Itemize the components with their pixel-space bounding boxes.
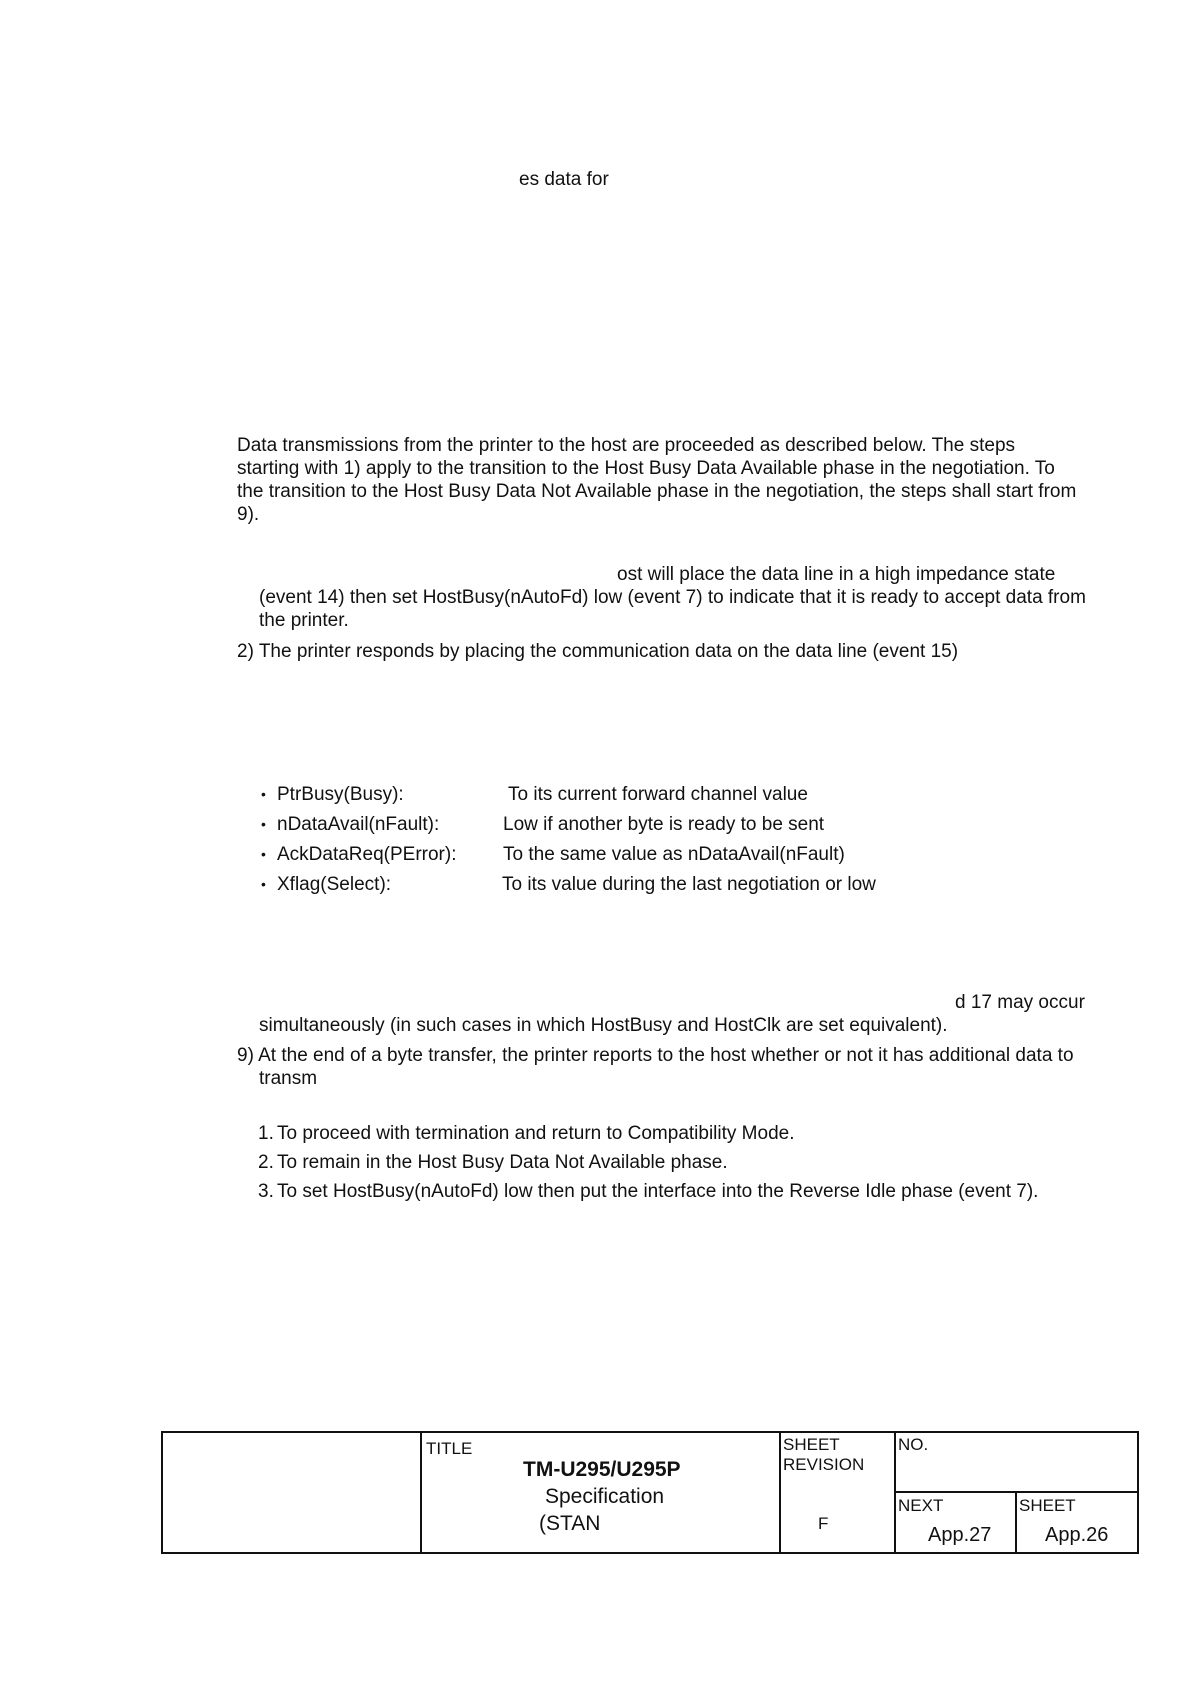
intro-line-3: the transition to the Host Busy Data Not Available phase in the negotiation, the steps shall start from bbox=[237, 481, 1077, 502]
intro-line-4: 9). bbox=[237, 504, 260, 525]
bullet-icon: • bbox=[261, 846, 266, 862]
signal-value: Low if another byte is ready to be sent bbox=[503, 814, 825, 835]
intro-line-2: starting with 1) apply to the transition to the Host Busy Data Available phase in the negotiation. To bbox=[237, 458, 1055, 479]
sheet-cell bbox=[1016, 1492, 1138, 1553]
next-label: NEXT bbox=[898, 1496, 944, 1515]
fragment-event17: d 17 may occur bbox=[955, 992, 1085, 1013]
bullet-icon: • bbox=[261, 876, 266, 892]
step2-text: 2) The printer responds by placing the communication data on the data line (event 15) bbox=[237, 641, 959, 662]
signal-value: To the same value as nDataAvail(nFault) bbox=[503, 844, 845, 865]
option-text: To set HostBusy(nAutoFd) low then put the interface into the Reverse Idle phase (event 7). bbox=[277, 1181, 1039, 1202]
revision-cell bbox=[780, 1432, 895, 1553]
sheet-label: SHEET bbox=[783, 1435, 840, 1454]
title-block bbox=[161, 1431, 1139, 1554]
revision-value: F bbox=[818, 1514, 829, 1533]
signal-value: To its value during the last negotiation or low bbox=[502, 874, 876, 895]
sheet-value: App.26 bbox=[1045, 1524, 1109, 1546]
sheet-label-2: SHEET bbox=[1019, 1496, 1076, 1515]
option-text: To remain in the Host Busy Data Not Available phase. bbox=[277, 1152, 728, 1173]
title-cell bbox=[421, 1432, 780, 1553]
signal-name: nDataAvail(nFault): bbox=[277, 814, 440, 835]
number-cell bbox=[895, 1432, 1138, 1492]
step1-line-3: the printer. bbox=[259, 610, 349, 631]
title-block-blank bbox=[162, 1432, 421, 1553]
title-label: TITLE bbox=[426, 1439, 473, 1458]
no-label: NO. bbox=[898, 1435, 929, 1454]
fragment-event-line: ost will place the data line in a high impedance state bbox=[617, 564, 1056, 585]
bullet-icon: • bbox=[261, 786, 266, 802]
step1-line-2: (event 14) then set HostBusy(nAutoFd) low (event 7) to indicate that it is ready to accept data from bbox=[259, 587, 1086, 608]
document-spec: Specification bbox=[545, 1485, 665, 1508]
revision-label: REVISION bbox=[783, 1455, 865, 1474]
step9-line-1: 9) At the end of a byte transfer, the printer reports to the host whether or not it has additional data to bbox=[237, 1045, 1074, 1066]
document-model: TM-U295/U295P bbox=[523, 1458, 681, 1481]
option-text: To proceed with termination and return to Compatibility Mode. bbox=[277, 1123, 795, 1144]
next-value: App.27 bbox=[928, 1524, 992, 1546]
signal-name: PtrBusy(Busy): bbox=[277, 784, 404, 805]
document-stan: (STAN bbox=[539, 1512, 601, 1535]
next-cell bbox=[895, 1492, 1016, 1553]
signal-name: Xflag(Select): bbox=[277, 874, 392, 895]
option-number: 1. bbox=[258, 1123, 274, 1144]
step9-line-2: transm bbox=[259, 1068, 318, 1089]
intro-line-1: Data transmissions from the printer to the host are proceeded as described below. The steps bbox=[237, 435, 1016, 456]
signal-name: AckDataReq(PError): bbox=[277, 844, 457, 865]
bullet-icon: • bbox=[261, 816, 266, 832]
option-number: 2. bbox=[258, 1152, 274, 1173]
simultaneous-text: simultaneously (in such cases in which HostBusy and HostClk are set equivalent). bbox=[259, 1015, 948, 1036]
option-number: 3. bbox=[258, 1181, 274, 1202]
signal-value: To its current forward channel value bbox=[508, 784, 808, 805]
fragment-top: es data for bbox=[519, 169, 609, 190]
